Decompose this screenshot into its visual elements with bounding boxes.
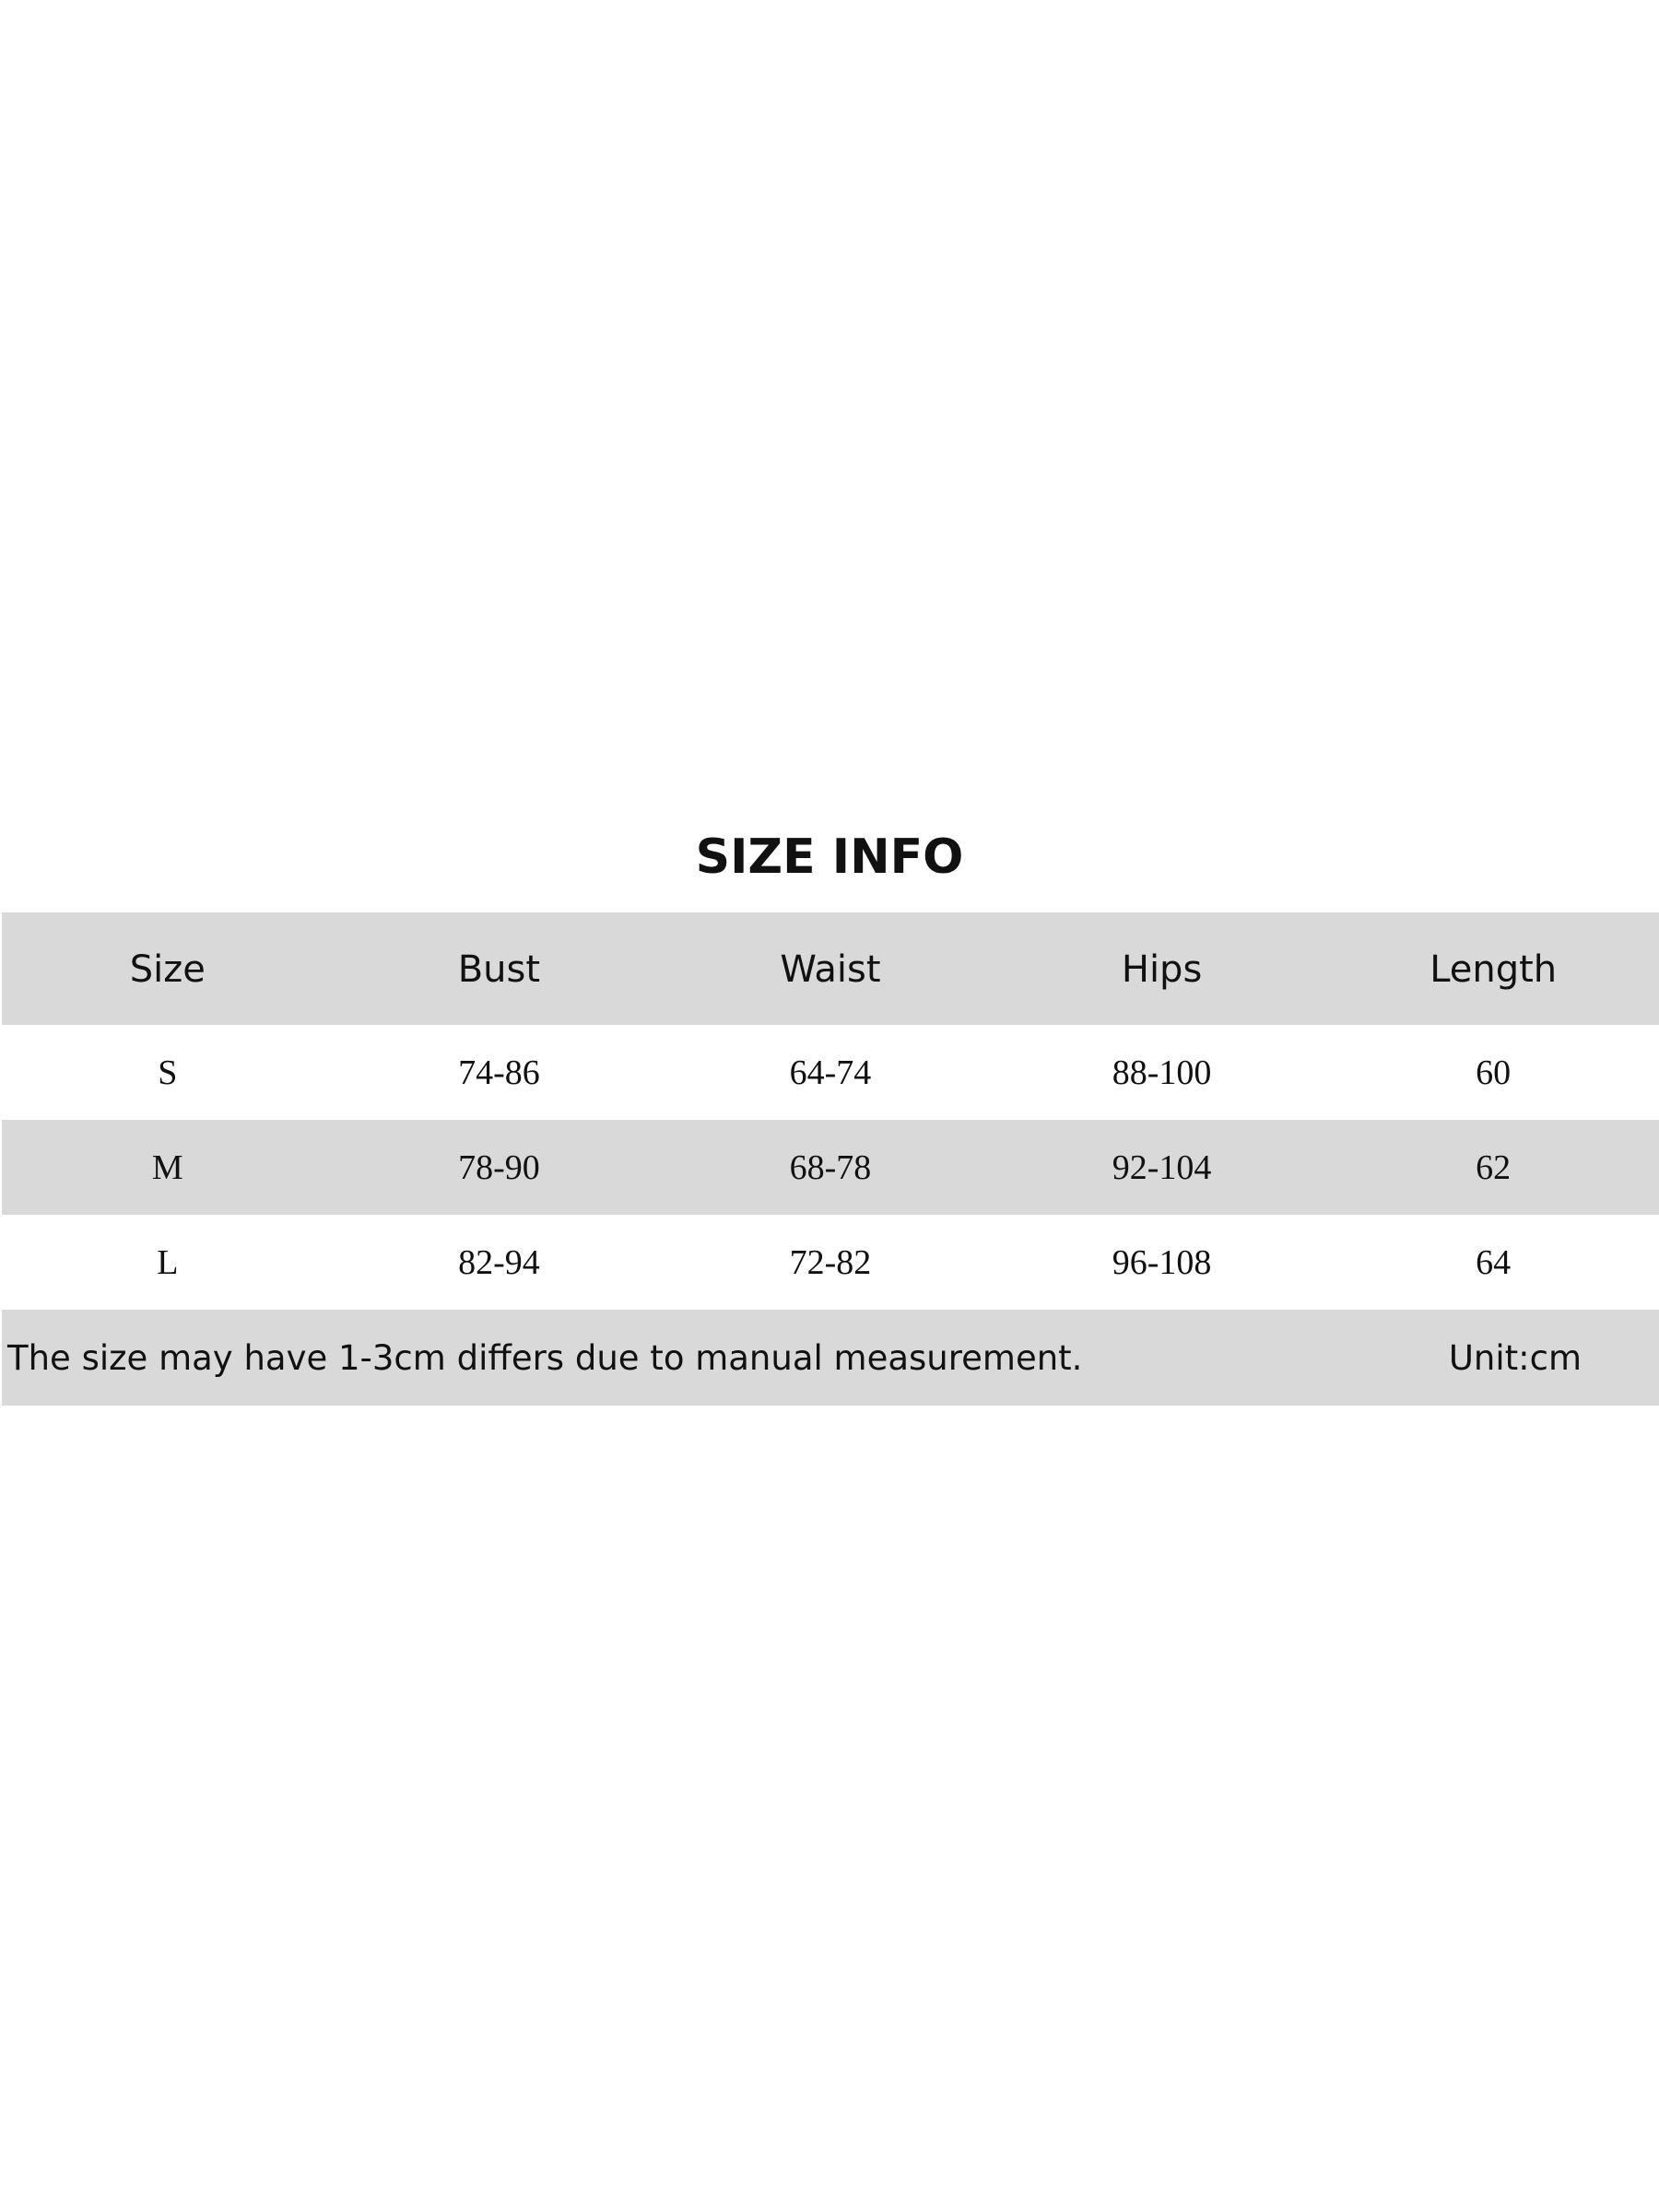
cell-length: 62 (1476, 1147, 1512, 1187)
cell-size: M (151, 1147, 183, 1187)
unit-label: Unit:cm (1448, 1337, 1582, 1378)
table-footer-row (2, 1310, 1659, 1406)
cell-size: S (158, 1053, 178, 1092)
table-row (2, 1215, 1659, 1310)
cell-bust: 74-86 (458, 1053, 540, 1092)
header-bust: Bust (457, 948, 541, 991)
cell-waist: 72-82 (789, 1242, 872, 1282)
cell-length: 64 (1476, 1242, 1512, 1282)
cell-hips: 88-100 (1112, 1053, 1212, 1092)
header-size: Size (129, 948, 206, 991)
table-header-row (2, 912, 1659, 1025)
cell-hips: 96-108 (1112, 1242, 1212, 1282)
header-waist: Waist (780, 948, 881, 991)
header-hips: Hips (1121, 948, 1203, 991)
header-length: Length (1430, 948, 1558, 991)
cell-waist: 64-74 (789, 1053, 872, 1092)
cell-waist: 68-78 (789, 1147, 872, 1187)
page-title: SIZE INFO (695, 830, 964, 885)
measurement-note: The size may have 1-3cm differs due to manual measurement. (7, 1337, 1083, 1378)
cell-bust: 78-90 (458, 1147, 540, 1187)
cell-size: L (157, 1242, 179, 1282)
table-row (2, 1025, 1659, 1120)
cell-hips: 92-104 (1112, 1147, 1212, 1187)
table-row (2, 1120, 1659, 1215)
size-table (2, 912, 1659, 1406)
cell-length: 60 (1476, 1053, 1512, 1092)
cell-bust: 82-94 (458, 1242, 540, 1282)
